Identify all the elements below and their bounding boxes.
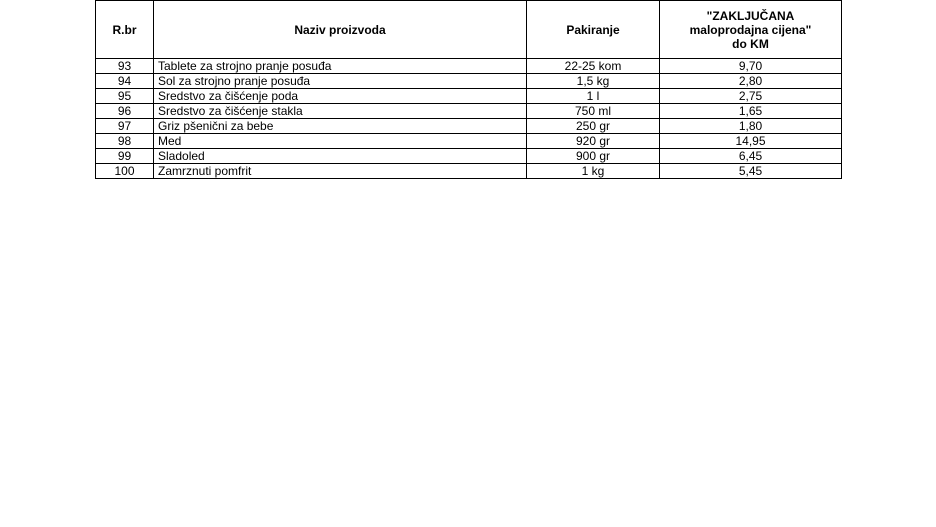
- cell-name: Griz pšenični za bebe: [154, 119, 527, 134]
- table-row: [96, 164, 842, 179]
- table-row: [96, 104, 842, 119]
- cell-num: 97: [96, 119, 154, 134]
- table-header-row: [96, 1, 842, 59]
- cell-num: 96: [96, 104, 154, 119]
- table-row: [96, 149, 842, 164]
- cell-price: 6,45: [660, 149, 842, 164]
- cell-price: 1,65: [660, 104, 842, 119]
- cell-pack: 1 l: [527, 89, 660, 104]
- cell-pack: 1 kg: [527, 164, 660, 179]
- cell-price: 9,70: [660, 59, 842, 74]
- cell-price: 1,80: [660, 119, 842, 134]
- cell-name: Med: [154, 134, 527, 149]
- cell-num: 95: [96, 89, 154, 104]
- cell-pack: 920 gr: [527, 134, 660, 149]
- cell-name: Sredstvo za čišćenje stakla: [154, 104, 527, 119]
- cell-price: 5,45: [660, 164, 842, 179]
- cell-pack: 900 gr: [527, 149, 660, 164]
- cell-name: Sladoled: [154, 149, 527, 164]
- cell-pack: 1,5 kg: [527, 74, 660, 89]
- header-num: R.br: [96, 1, 154, 59]
- table-row: [96, 89, 842, 104]
- cell-num: 100: [96, 164, 154, 179]
- header-price-line2: maloprodajna cijena": [689, 22, 812, 37]
- cell-name: Sredstvo za čišćenje poda: [154, 89, 527, 104]
- header-price: [660, 1, 842, 59]
- cell-price: 2,80: [660, 74, 842, 89]
- cell-price: 2,75: [660, 89, 842, 104]
- cell-name: Zamrznuti pomfrit: [154, 164, 527, 179]
- table-row: [96, 134, 842, 149]
- cell-pack: 22-25 kom: [527, 59, 660, 74]
- cell-num: 93: [96, 59, 154, 74]
- cell-num: 99: [96, 149, 154, 164]
- header-price-line1: "ZAKLJUČANA: [706, 8, 795, 23]
- cell-pack: 250 gr: [527, 119, 660, 134]
- cell-name: Tablete za strojno pranje posuđa: [154, 59, 527, 74]
- header-pack: Pakiranje: [527, 1, 660, 59]
- cell-pack: 750 ml: [527, 104, 660, 119]
- header-name: Naziv proizvoda: [154, 1, 527, 59]
- cell-num: 94: [96, 74, 154, 89]
- table-row: [96, 74, 842, 89]
- cell-name: Sol za strojno pranje posuđa: [154, 74, 527, 89]
- header-price-line3: do KM: [732, 36, 769, 51]
- cell-num: 98: [96, 134, 154, 149]
- cell-price: 14,95: [660, 134, 842, 149]
- price-table: [95, 0, 842, 179]
- table-row: [96, 59, 842, 74]
- table-row: [96, 119, 842, 134]
